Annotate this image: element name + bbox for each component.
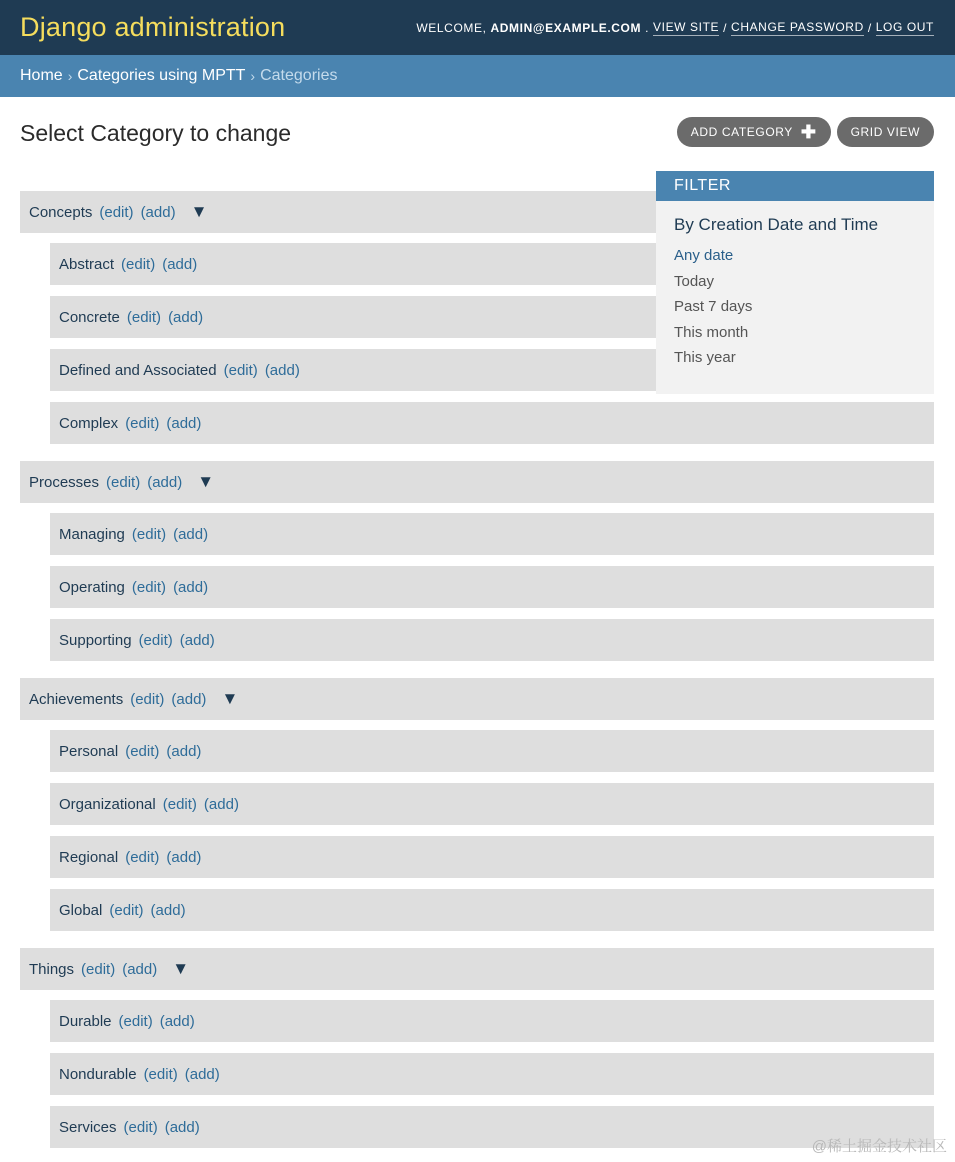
category-name: Organizational — [59, 795, 156, 813]
category-name: Defined and Associated — [59, 361, 217, 379]
category-name: Supporting — [59, 631, 132, 649]
breadcrumb-app[interactable]: Categories using MPTT — [77, 67, 246, 84]
edit-link[interactable]: (edit) — [138, 631, 173, 649]
edit-link[interactable]: (edit) — [131, 578, 167, 596]
add-link[interactable]: (add) — [168, 308, 204, 326]
tree-row-child — [50, 513, 934, 555]
header — [0, 0, 955, 55]
add-link[interactable]: (add) — [166, 742, 202, 760]
tree-row-child — [50, 566, 934, 608]
collapse-triangle-icon[interactable]: ▼ — [190, 202, 208, 221]
add-link[interactable]: (add) — [171, 690, 207, 708]
view-site-link[interactable]: VIEW SITE — [653, 19, 720, 34]
tree-row-child — [50, 619, 934, 661]
edit-link[interactable]: (edit) — [130, 690, 165, 708]
add-link[interactable]: (add) — [166, 848, 202, 866]
category-name: Concrete — [59, 308, 120, 326]
breadcrumb-separator: › — [67, 68, 73, 84]
site-brand[interactable]: Django administration — [20, 12, 286, 42]
category-name: Managing — [59, 525, 125, 543]
page-title: Select Category to change — [20, 120, 292, 146]
add-link[interactable]: (add) — [184, 1065, 220, 1083]
filter-panel — [656, 171, 934, 394]
edit-link[interactable]: (edit) — [118, 1012, 153, 1030]
tree-row-group — [20, 678, 934, 720]
breadcrumb — [0, 55, 955, 97]
add-link[interactable]: (add) — [122, 960, 158, 978]
category-name: Abstract — [59, 255, 115, 273]
edit-link[interactable]: (edit) — [131, 525, 167, 543]
collapse-triangle-icon[interactable]: ▼ — [172, 959, 190, 978]
edit-link[interactable]: (edit) — [109, 901, 144, 919]
add-category-label: ADD CATEGORY — [690, 125, 793, 139]
category-name: Complex — [59, 414, 119, 432]
filter-option[interactable]: Today — [674, 272, 715, 290]
add-link[interactable]: (add) — [173, 525, 209, 543]
category-name: Things — [29, 960, 75, 978]
category-name: Achievements — [29, 690, 124, 708]
edit-link[interactable]: (edit) — [126, 308, 162, 326]
edit-link[interactable]: (edit) — [81, 960, 116, 978]
log-out-link[interactable]: LOG OUT — [875, 19, 934, 34]
category-name: Personal — [59, 742, 119, 760]
edit-link[interactable]: (edit) — [162, 795, 197, 813]
tree-row-child — [50, 783, 934, 825]
tree-row-child — [50, 730, 934, 772]
add-link[interactable]: (add) — [164, 1118, 200, 1136]
add-link[interactable]: (add) — [179, 631, 215, 649]
edit-link[interactable]: (edit) — [125, 742, 160, 760]
tree-row-group — [20, 461, 934, 503]
edit-link[interactable]: (edit) — [223, 361, 258, 379]
collapse-triangle-icon[interactable]: ▼ — [221, 689, 239, 708]
username: ADMIN@EXAMPLE.COM — [490, 20, 642, 35]
add-link[interactable]: (add) — [203, 795, 239, 813]
add-link[interactable]: (add) — [162, 255, 198, 273]
watermark: @稀土掘金技术社区 — [811, 1138, 947, 1155]
grid-view-label: GRID VIEW — [850, 125, 920, 139]
add-link[interactable]: (add) — [159, 1012, 195, 1030]
collapse-triangle-icon[interactable]: ▼ — [197, 472, 215, 491]
filter-option[interactable]: Past 7 days — [674, 298, 753, 315]
breadcrumb-separator: › — [250, 68, 256, 84]
tree-row-child — [50, 1106, 934, 1148]
object-tools — [677, 117, 934, 147]
add-link[interactable]: (add) — [150, 901, 186, 919]
category-name: Processes — [29, 473, 100, 491]
add-link[interactable]: (add) — [166, 414, 202, 432]
edit-link[interactable]: (edit) — [99, 203, 134, 221]
filter-header: FILTER — [656, 171, 934, 201]
edit-link[interactable]: (edit) — [143, 1065, 178, 1083]
tree-row-child — [50, 836, 934, 878]
tree-row-child — [50, 889, 934, 931]
edit-link[interactable]: (edit) — [125, 414, 160, 432]
edit-link[interactable]: (edit) — [121, 255, 156, 273]
grid-view-button[interactable] — [837, 117, 934, 147]
breadcrumb-home[interactable]: Home — [20, 67, 63, 84]
user-tools: WELCOME, ADMIN@EXAMPLE.COM . VIEW SITE / CHANGE PASSWORD / LOG OUT — [416, 19, 934, 35]
edit-link[interactable]: (edit) — [123, 1118, 158, 1136]
edit-link[interactable]: (edit) — [106, 473, 141, 491]
category-name: Services — [59, 1118, 117, 1136]
category-name: Durable — [59, 1012, 112, 1030]
welcome-text: WELCOME, — [416, 20, 487, 35]
category-name: Global — [59, 901, 103, 919]
filter-option[interactable]: Any date — [674, 247, 734, 264]
tree-row-child — [50, 1000, 934, 1042]
add-link[interactable]: (add) — [140, 203, 176, 221]
tree-row-group — [20, 948, 934, 990]
filter-option[interactable]: This month — [674, 323, 749, 341]
edit-link[interactable]: (edit) — [125, 848, 160, 866]
category-name: Operating — [59, 578, 125, 596]
filter-options — [674, 247, 934, 375]
category-name: Concepts — [29, 203, 93, 221]
tree-row-child — [50, 1053, 934, 1095]
filter-group-title: By Creation Date and Time — [674, 215, 879, 234]
category-name: Nondurable — [59, 1065, 137, 1083]
add-link[interactable]: (add) — [147, 473, 183, 491]
add-link[interactable]: (add) — [173, 578, 209, 596]
breadcrumb-current: Categories — [260, 67, 338, 84]
plus-icon: ✚ — [800, 122, 817, 142]
add-category-button[interactable] — [677, 117, 831, 147]
tree-row-child — [50, 402, 934, 444]
filter-option[interactable]: This year — [674, 349, 736, 366]
change-password-link[interactable]: CHANGE PASSWORD — [731, 19, 864, 34]
add-link[interactable]: (add) — [264, 361, 300, 379]
category-name: Regional — [59, 848, 119, 866]
